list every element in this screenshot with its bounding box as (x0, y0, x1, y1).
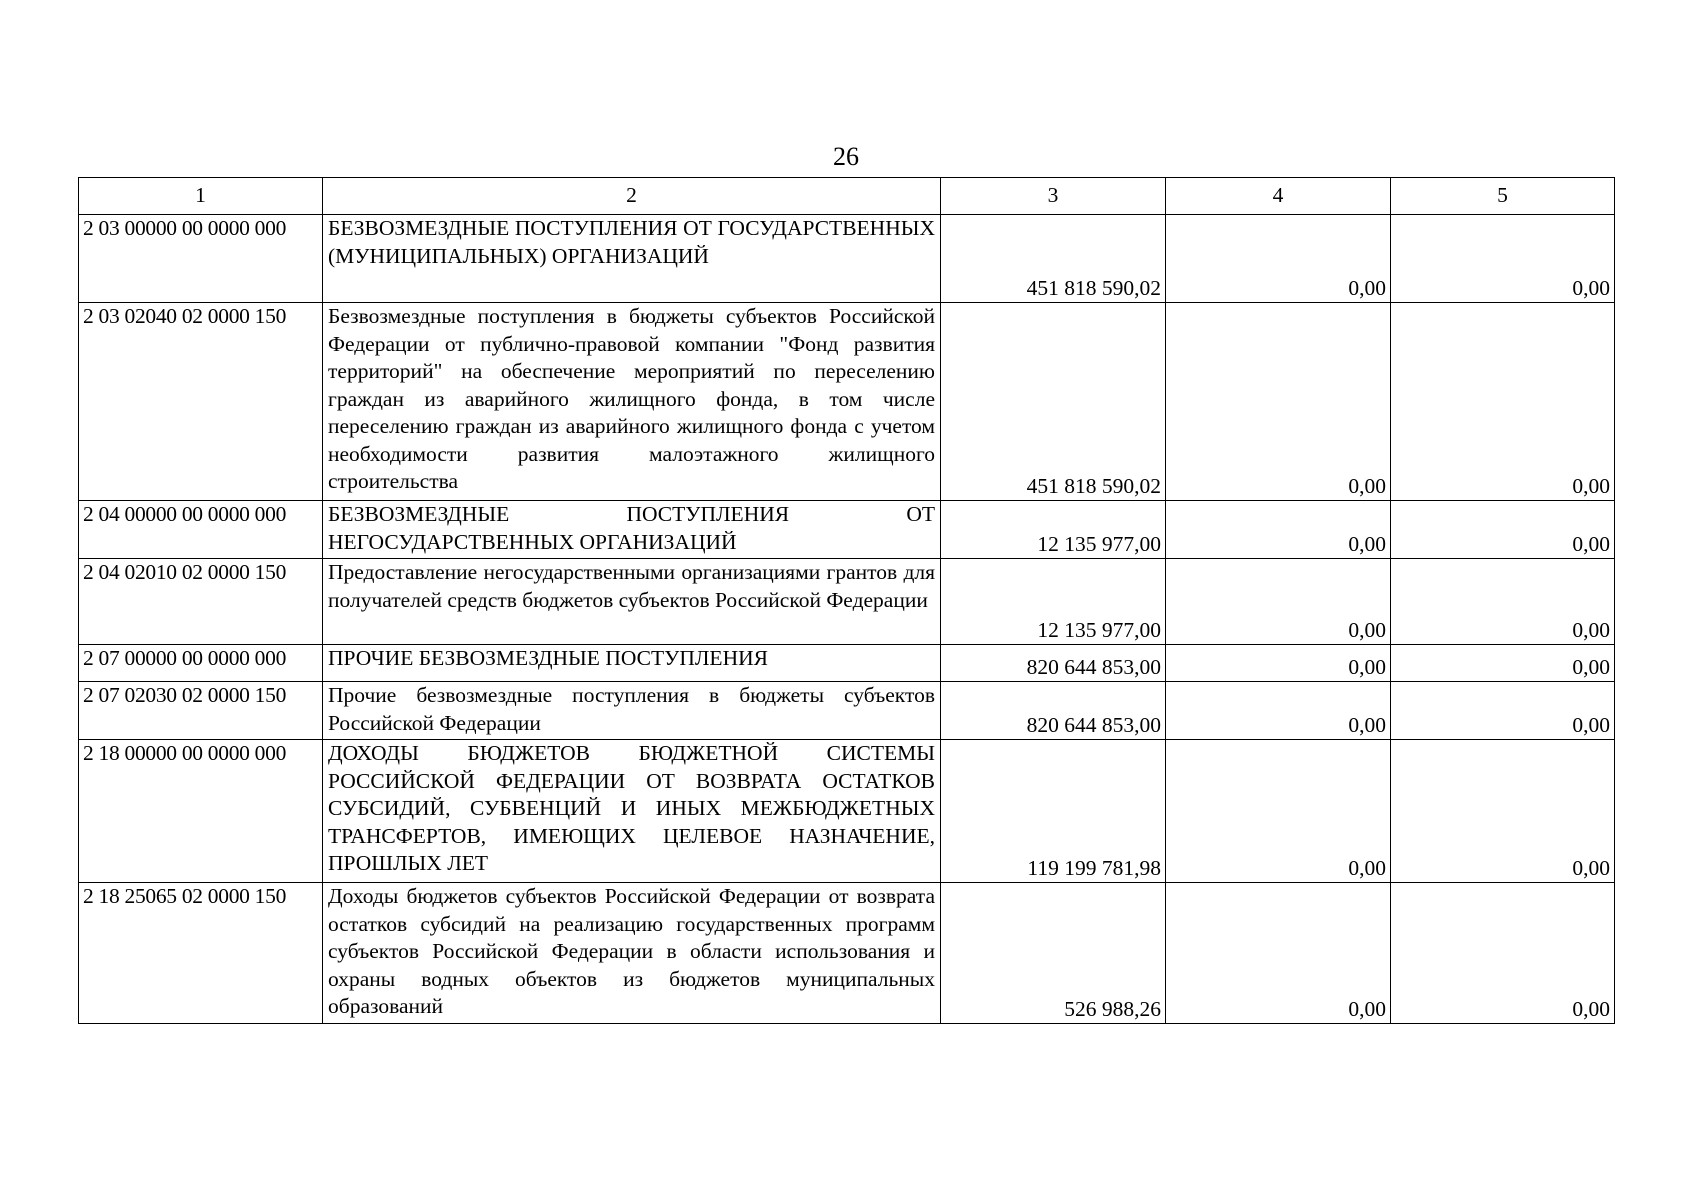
amount-col3-cell: 451 818 590,02 (941, 215, 1166, 303)
amount-col4-cell: 0,00 (1166, 740, 1391, 883)
revenue-name-text: БЕЗВОЗМЕЗДНЫЕ ПОСТУПЛЕНИЯ ОТ ГОСУДАРСТВЕННЫХ (МУНИЦИПАЛЬНЫХ) ОРГАНИЗАЦИЙ (328, 216, 935, 268)
amount-col5-cell: 0,00 (1391, 682, 1615, 740)
revenue-name-cell (323, 682, 941, 740)
budget-code-cell: 2 03 02040 02 0000 150 (79, 303, 323, 501)
revenue-name-text: ДОХОДЫ БЮДЖЕТОВ БЮДЖЕТНОЙ СИСТЕМЫ РОССИЙСКОЙ ФЕДЕРАЦИИ ОТ ВОЗВРАТА ОСТАТКОВ СУБСИДИЙ, СУБВЕНЦИЙ И ИНЫХ МЕЖБЮДЖЕТНЫХ ТРАНСФЕРТОВ, ИМЕЮЩИХ ЦЕЛЕВОЕ НАЗНАЧЕНИЕ, ПРОШЛЫХ ЛЕТ (328, 741, 935, 875)
amount-col3-cell: 119 199 781,98 (941, 740, 1166, 883)
revenue-name-cell (323, 501, 941, 559)
amount-col3-cell: 12 135 977,00 (941, 559, 1166, 645)
amount-col5-cell: 0,00 (1391, 740, 1615, 883)
revenue-name-cell (323, 303, 941, 501)
amount-col5-cell: 0,00 (1391, 501, 1615, 559)
amount-col5-cell: 0,00 (1391, 645, 1615, 682)
revenue-name-cell (323, 559, 941, 645)
revenue-name-text: Прочие безвозмездные поступления в бюджеты субъектов Российской Федерации (328, 683, 935, 735)
amount-col4-cell: 0,00 (1166, 883, 1391, 1024)
budget-code-cell: 2 18 00000 00 0000 000 (79, 740, 323, 883)
amount-col4-cell: 0,00 (1166, 559, 1391, 645)
column-header-3: 3 (941, 178, 1166, 215)
amount-col3-cell: 820 644 853,00 (941, 682, 1166, 740)
table-row (79, 645, 1615, 682)
table-row (79, 303, 1615, 501)
table-row (79, 682, 1615, 740)
amount-col3-cell: 820 644 853,00 (941, 645, 1166, 682)
budget-code-cell: 2 18 25065 02 0000 150 (79, 883, 323, 1024)
column-header-5: 5 (1391, 178, 1615, 215)
budget-code-cell: 2 04 02010 02 0000 150 (79, 559, 323, 645)
amount-col5-cell: 0,00 (1391, 559, 1615, 645)
amount-col5-cell: 0,00 (1391, 215, 1615, 303)
amount-col4-cell: 0,00 (1166, 645, 1391, 682)
column-header-4: 4 (1166, 178, 1391, 215)
revenue-name-cell (323, 740, 941, 883)
amount-col4-cell: 0,00 (1166, 303, 1391, 501)
amount-col4-cell: 0,00 (1166, 682, 1391, 740)
column-header-2: 2 (323, 178, 941, 215)
revenue-name-text: БЕЗВОЗМЕЗДНЫЕ ПОСТУПЛЕНИЯ ОТ НЕГОСУДАРСТВЕННЫХ ОРГАНИЗАЦИЙ (328, 502, 935, 554)
amount-col3-cell: 451 818 590,02 (941, 303, 1166, 501)
table-row (79, 501, 1615, 559)
budget-code-cell: 2 07 00000 00 0000 000 (79, 645, 323, 682)
amount-col4-cell: 0,00 (1166, 501, 1391, 559)
revenue-name-cell (323, 883, 941, 1024)
column-header-1: 1 (79, 178, 323, 215)
budget-code-cell: 2 04 00000 00 0000 000 (79, 501, 323, 559)
budget-code-cell: 2 07 02030 02 0000 150 (79, 682, 323, 740)
table-row (79, 740, 1615, 883)
table-row (79, 883, 1615, 1024)
budget-code-cell: 2 03 00000 00 0000 000 (79, 215, 323, 303)
revenue-name-text: Безвозмездные поступления в бюджеты субъектов Российской Федерации от публично-правовой компании "Фонд развития территорий" на обеспечение мероприятий по переселению граждан из аварийного жилищного фонда, в том числе переселению граждан из аварийного жилищного фонда с учетом необходимости развития малоэтажного жилищного строительства (328, 304, 935, 493)
table-row (79, 215, 1615, 303)
budget-revenue-table (78, 177, 1615, 1024)
amount-col5-cell: 0,00 (1391, 883, 1615, 1024)
revenue-name-text: ПРОЧИЕ БЕЗВОЗМЕЗДНЫЕ ПОСТУПЛЕНИЯ (328, 646, 768, 670)
table-header-row (79, 178, 1615, 215)
amount-col3-cell: 526 988,26 (941, 883, 1166, 1024)
revenue-name-cell (323, 645, 941, 682)
revenue-name-cell (323, 215, 941, 303)
revenue-name-text: Предоставление негосударственными организациями грантов для получателей средств бюджетов субъектов Российской Федерации (328, 560, 935, 612)
amount-col3-cell: 12 135 977,00 (941, 501, 1166, 559)
page-number: 26 (833, 142, 859, 171)
revenue-name-text: Доходы бюджетов субъектов Российской Федерации от возврата остатков субсидий на реализацию государственных программ субъектов Российской Федерации в области использования и охраны водных объектов из бюджетов муниципальных образований (328, 884, 935, 1018)
amount-col5-cell: 0,00 (1391, 303, 1615, 501)
amount-col4-cell: 0,00 (1166, 215, 1391, 303)
table-row (79, 559, 1615, 645)
